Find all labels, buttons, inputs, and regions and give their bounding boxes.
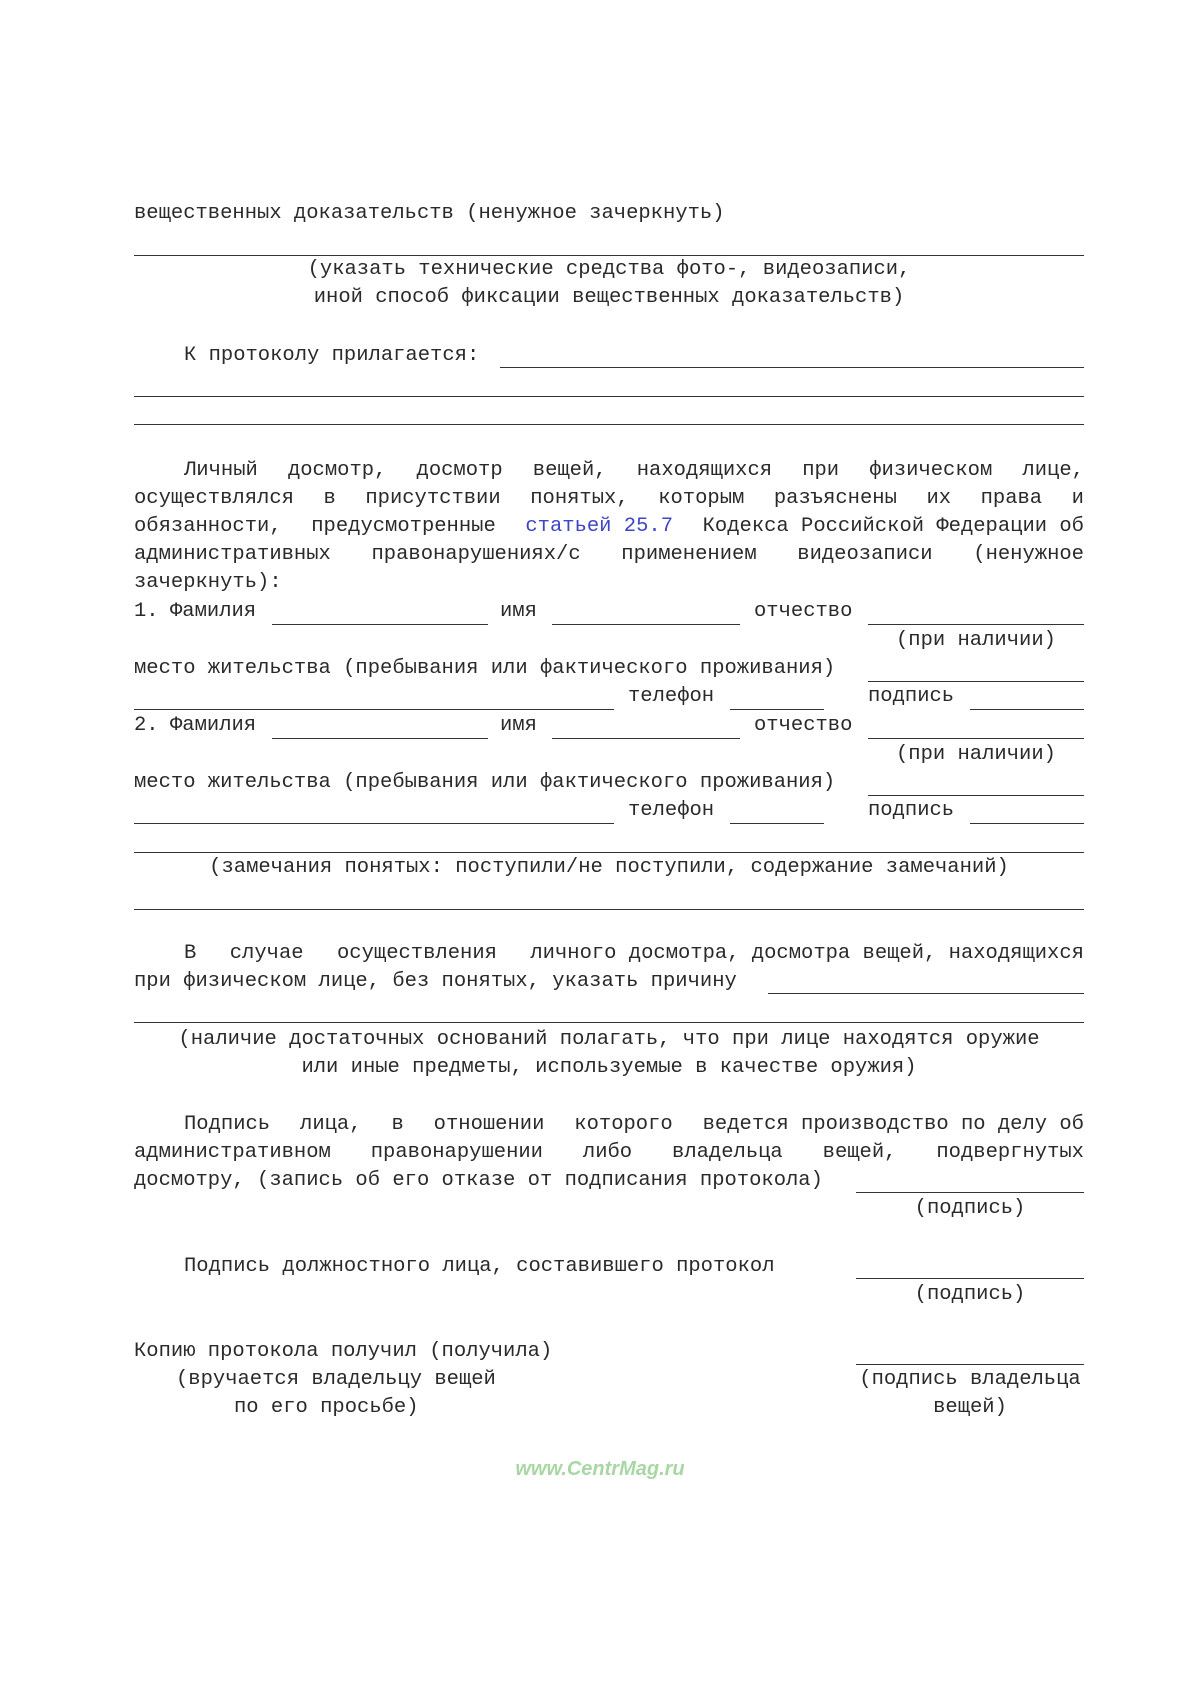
witness-2-surname-label: Фамилия (170, 714, 257, 737)
no-witness-line-2: при физическом лице, без понятых, указать причину (134, 970, 737, 993)
witness-1-phone-label: телефон (628, 685, 715, 708)
witness-1-phone-field[interactable] (730, 709, 824, 710)
fixation-hint-2: иной способ фиксации вещественных доказательств) (313, 286, 905, 309)
witness-1-patronymic-field[interactable] (868, 624, 1084, 625)
word: которого (574, 1113, 673, 1136)
reason-field[interactable] (768, 993, 1084, 994)
word: владельца (672, 1141, 783, 1164)
witness-2-residence-field[interactable] (868, 795, 1084, 796)
witness-2-signature-field[interactable] (970, 823, 1084, 824)
remarks-field[interactable] (134, 852, 1084, 853)
remarks-field-2[interactable] (134, 909, 1084, 910)
witness-2-phone-field[interactable] (730, 823, 824, 824)
word: которым (658, 487, 745, 510)
witness-2-residence-label: место жительства (пребывания или фактического проживания) (134, 771, 836, 794)
copy-received-note-2: по его просьбе) (234, 1396, 419, 1419)
article-link[interactable]: статьей 25.7 (525, 515, 673, 538)
word: понятых, (530, 487, 629, 510)
word: предусмотренные (311, 515, 496, 538)
word: осуществлялся (134, 487, 294, 510)
word: подвергнутых (936, 1141, 1084, 1164)
word: применением (621, 543, 757, 566)
witness-paragraph-line-3 (134, 513, 1084, 541)
word: права (980, 487, 1043, 510)
witness-paragraph-line-4 (134, 541, 1084, 569)
word: физическом (869, 459, 993, 482)
witness-1-residence-field-2[interactable] (134, 709, 614, 710)
official-signature-hint: (подпись) (914, 1283, 1026, 1306)
word: досмотр (416, 459, 503, 482)
witness-2-patronymic-field[interactable] (868, 738, 1084, 739)
word: Кодекса Российской Федерации об (702, 515, 1084, 538)
owner-signature-hint-2: вещей) (933, 1396, 1007, 1419)
word: находящихся (636, 459, 773, 482)
word: правонарушении (370, 1141, 543, 1164)
subject-signature-line-3: досмотру, (запись об его отказе от подписания протокола) (134, 1169, 823, 1192)
attachment-label: К протоколу прилагается: (184, 344, 480, 367)
word: вещей, (822, 1141, 897, 1164)
witness-2-patronymic-hint: (при наличии) (896, 743, 1056, 766)
reason-hint-2: или иные предметы, используемые в качестве оружия) (301, 1056, 917, 1079)
witness-1-name-label: имя (500, 600, 537, 623)
word: лице, (1022, 459, 1084, 482)
copy-received-label: Копию протокола получил (получила) (134, 1340, 553, 1363)
word: присутствии (365, 487, 501, 510)
witness-2-residence-field-2[interactable] (134, 823, 614, 824)
subject-signature-hint: (подпись) (914, 1197, 1026, 1220)
word: личного досмотра, досмотра вещей, находящихся (530, 942, 1084, 965)
word: ведется производство по делу об (702, 1113, 1084, 1136)
word: видеозаписи (797, 543, 933, 566)
word: в (391, 1113, 404, 1136)
witness-2-signature-label: подпись (868, 799, 955, 822)
word: отношении (433, 1113, 545, 1136)
word: осуществления (337, 942, 497, 965)
witness-2-phone-label: телефон (628, 799, 715, 822)
word: административных (134, 543, 331, 566)
witness-2-name-field[interactable] (552, 738, 740, 739)
header-line: вещественных доказательств (ненужное зачеркнуть) (134, 202, 725, 225)
witness-1-surname-label: Фамилия (170, 600, 257, 623)
witness-2-number: 2. (134, 714, 159, 737)
witness-2-name-label: имя (500, 714, 537, 737)
word: лица, (300, 1113, 362, 1136)
subject-signature-line-2 (134, 1139, 1084, 1167)
witness-paragraph-line-5: зачеркнуть): (134, 571, 282, 594)
witness-1-number: 1. (134, 600, 159, 623)
witness-paragraph-line-1 (184, 457, 1084, 485)
word: административном (134, 1141, 331, 1164)
witness-2-surname-field[interactable] (272, 738, 488, 739)
witness-1-signature-field[interactable] (970, 709, 1084, 710)
witness-1-surname-field[interactable] (272, 624, 488, 625)
witness-1-residence-label: место жительства (пребывания или фактического проживания) (134, 657, 836, 680)
witness-1-signature-label: подпись (868, 685, 955, 708)
word: правонарушениях/с (371, 543, 581, 566)
subject-signature-field[interactable] (856, 1192, 1084, 1193)
remarks-hint: (замечания понятых: поступили/не поступили, содержание замечаний) (209, 856, 1009, 879)
witness-1-patronymic-hint: (при наличии) (896, 629, 1056, 652)
official-signature-field[interactable] (856, 1278, 1084, 1279)
copy-received-note-1: (вручается владельцу вещей (176, 1368, 496, 1391)
official-signature-label: Подпись должностного лица, составившего протокол (184, 1255, 775, 1278)
word: (ненужное (973, 543, 1084, 566)
word: при (802, 459, 840, 482)
owner-signature-field[interactable] (856, 1364, 1084, 1365)
witness-1-patronymic-label: отчество (754, 600, 853, 623)
word: случае (229, 942, 304, 965)
witness-2-patronymic-label: отчество (754, 714, 853, 737)
word: и (1071, 487, 1084, 510)
subject-signature-line-1 (184, 1111, 1084, 1139)
word: обязанности, (134, 515, 282, 538)
witness-1-residence-field[interactable] (868, 681, 1084, 682)
reason-field-2[interactable] (134, 1022, 1084, 1023)
attachment-field-2[interactable] (134, 396, 1084, 397)
word: вещей, (532, 459, 607, 482)
word: в (323, 487, 336, 510)
fixation-hint-1: (указать технические средства фото-, видеозаписи, (307, 258, 911, 281)
word: досмотр, (287, 459, 387, 482)
word: В (184, 942, 197, 965)
word: Подпись (184, 1113, 271, 1136)
word: их (926, 487, 952, 510)
owner-signature-hint-1: (подпись владельца (859, 1368, 1081, 1391)
watermark: www.CentrMag.ru (515, 1458, 685, 1480)
no-witness-line-1 (184, 940, 1084, 968)
word: либо (582, 1141, 633, 1164)
attachment-field[interactable] (500, 367, 1084, 368)
witness-paragraph-line-2 (134, 485, 1084, 513)
reason-hint-1: (наличие достаточных оснований полагать, что при лице находятся оружие (178, 1028, 1040, 1051)
word: Личный (184, 459, 258, 482)
attachment-field-3[interactable] (134, 424, 1084, 425)
witness-1-name-field[interactable] (552, 624, 740, 625)
word: разъяснены (773, 487, 897, 510)
